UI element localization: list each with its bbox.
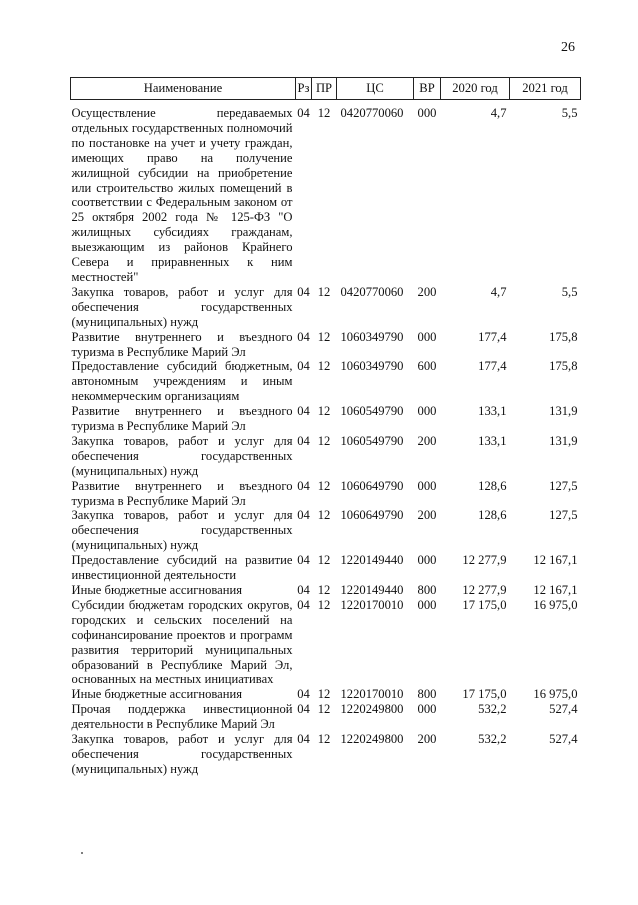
row-cs: 1220249800 [340,702,404,717]
header-row [71,78,581,100]
row-rz: 04 [297,284,310,299]
row-2020: 532,2 [478,702,507,717]
row-rz: 04 [297,732,310,747]
row-vr: 000 [417,404,437,419]
row-pr: 12 [317,106,331,120]
row-pr: 12 [317,329,331,344]
table-row [71,100,581,285]
row-pr: 12 [317,553,331,568]
row-vr: 200 [417,508,437,523]
row-2020: 12 277,9 [462,583,507,597]
row-name: Закупка товаров, работ и услуг для обеспечения государственных (муниципальных) нужд [71,284,293,329]
row-2021: 131,9 [549,404,578,419]
table-row [71,330,581,360]
row-name: Иные бюджетные ассигнования [71,583,243,597]
row-name: Развитие внутреннего и въездного туризма в Республике Марий Эл [71,478,293,508]
row-name: Иные бюджетные ассигнования [71,687,243,702]
row-pr: 12 [317,359,331,374]
row-pr: 12 [317,583,331,597]
row-rz: 04 [297,404,310,419]
row-2021: 527,4 [549,702,578,717]
row-name: Прочая поддержка инвестиционной деятельности в Республике Марий Эл [71,702,293,732]
row-cs: 0420770060 [340,106,404,120]
row-vr: 000 [417,478,437,493]
row-rz: 04 [297,106,310,120]
row-vr: 200 [417,732,437,747]
row-2020: 17 175,0 [462,597,507,612]
row-2020: 17 175,0 [462,687,507,702]
row-pr: 12 [317,687,331,702]
row-2021: 16 975,0 [533,597,578,612]
row-pr: 12 [317,702,331,717]
row-cs: 1060549790 [340,404,404,419]
row-rz: 04 [297,433,310,448]
row-name: Предоставление субсидий бюджетным, автономным учреждениям и иным некоммерческим организациям [71,359,293,404]
table-row [71,732,581,777]
row-2021: 527,4 [549,732,578,747]
row-2021: 175,8 [549,329,578,344]
row-2021: 12 167,1 [533,583,578,597]
row-vr: 000 [417,553,437,568]
table-row [71,687,581,702]
row-pr: 12 [317,433,331,448]
row-2020: 4,7 [490,106,507,120]
row-rz: 04 [297,508,310,523]
table-row [71,359,581,404]
row-pr: 12 [317,597,331,612]
table-header [71,78,581,100]
row-2021: 127,5 [549,508,578,523]
row-vr: 000 [417,597,437,612]
table-row [71,508,581,553]
row-2020: 128,6 [478,508,507,523]
row-name: Закупка товаров, работ и услуг для обеспечения государственных (муниципальных) нужд [71,732,293,776]
row-rz: 04 [297,553,310,568]
table-row [71,479,581,509]
table-row [71,553,581,583]
row-2020: 4,7 [490,284,507,299]
row-rz: 04 [297,687,310,702]
row-rz: 04 [297,329,310,344]
row-vr: 000 [417,702,437,717]
row-cs: 1220170010 [340,597,404,612]
row-name: Закупка товаров, работ и услуг для обеспечения государственных (муниципальных) нужд [71,433,293,478]
row-vr: 000 [417,106,437,120]
row-pr: 12 [317,404,331,419]
row-rz: 04 [297,359,310,374]
header-name: Наименование [71,78,296,100]
row-name: Предоставление субсидий на развитие инвестиционной деятельности [71,553,293,583]
row-cs: 1060649790 [340,508,404,523]
table-row [71,404,581,434]
row-vr: 200 [417,433,437,448]
row-rz: 04 [297,702,310,717]
header-rz: Рз [296,78,312,100]
table-row [71,583,581,598]
row-pr: 12 [317,508,331,523]
row-rz: 04 [297,583,310,597]
budget-table [70,77,581,777]
row-vr: 200 [417,284,437,299]
header-cs: ЦС [337,78,414,100]
row-name: Закупка товаров, работ и услуг для обеспечения государственных (муниципальных) нужд [71,508,293,553]
header-2021: 2021 год [510,78,581,100]
header-vr: ВР [414,78,441,100]
row-vr: 800 [417,687,437,702]
row-2021: 5,5 [561,284,578,299]
row-cs: 1220249800 [340,732,404,747]
row-cs: 1060349790 [340,329,404,344]
row-cs: 1060349790 [340,359,404,374]
row-2021: 175,8 [549,359,578,374]
row-2020: 177,4 [478,359,507,374]
row-cs: 1220149440 [340,583,404,597]
header-pr: ПР [312,78,337,100]
table-row [71,702,581,732]
row-2021: 12 167,1 [533,553,578,568]
row-vr: 600 [417,359,437,374]
table-row [71,285,581,330]
header-2020: 2020 год [441,78,510,100]
page-number: 26 [561,40,575,55]
row-cs: 1060549790 [340,433,404,448]
row-name: Субсидии бюджетам городских округов, городских и сельских поселений на софинансирование проектов и программ развития территорий муниципальных образований в Республике Марий Эл, основанных на местных инициативах [71,597,293,687]
row-vr: 800 [417,583,437,597]
row-pr: 12 [317,478,331,493]
table-body [71,100,581,777]
row-name: Развитие внутреннего и въездного туризма в Республике Марий Эл [71,329,293,359]
row-pr: 12 [317,732,331,747]
row-vr: 000 [417,329,437,344]
row-2021: 131,9 [549,433,578,448]
row-cs: 1060649790 [340,478,404,493]
row-2021: 16 975,0 [533,687,578,702]
table-row [71,598,581,687]
row-2020: 177,4 [478,329,507,344]
row-rz: 04 [297,478,310,493]
row-cs: 1220149440 [340,553,404,568]
row-2020: 133,1 [478,404,507,419]
row-name: Развитие внутреннего и въездного туризма в Республике Марий Эл [71,404,293,434]
row-2020: 532,2 [478,732,507,747]
row-pr: 12 [317,284,331,299]
row-cs: 1220170010 [340,687,404,702]
row-2020: 133,1 [478,433,507,448]
row-2021: 5,5 [561,106,578,120]
table-row [71,434,581,479]
row-2020: 128,6 [478,478,507,493]
row-2021: 127,5 [549,478,578,493]
row-2020: 12 277,9 [462,553,507,568]
row-rz: 04 [297,597,310,612]
row-cs: 0420770060 [340,284,404,299]
row-name: Осуществление передаваемых отдельных государственных полномочий по постановке на учет и учету граждан, имеющих право на получение жилищной субсидии на приобретение или строительство жилых помещений в соответствии с Федеральным законом от 25 октября 2002 года № 125-ФЗ "О жилищных субсидиях гражданам, выезжающим из районов Крайнего Севера и приравненных к ним местностей" [71,106,293,284]
scan-speck [81,852,83,854]
